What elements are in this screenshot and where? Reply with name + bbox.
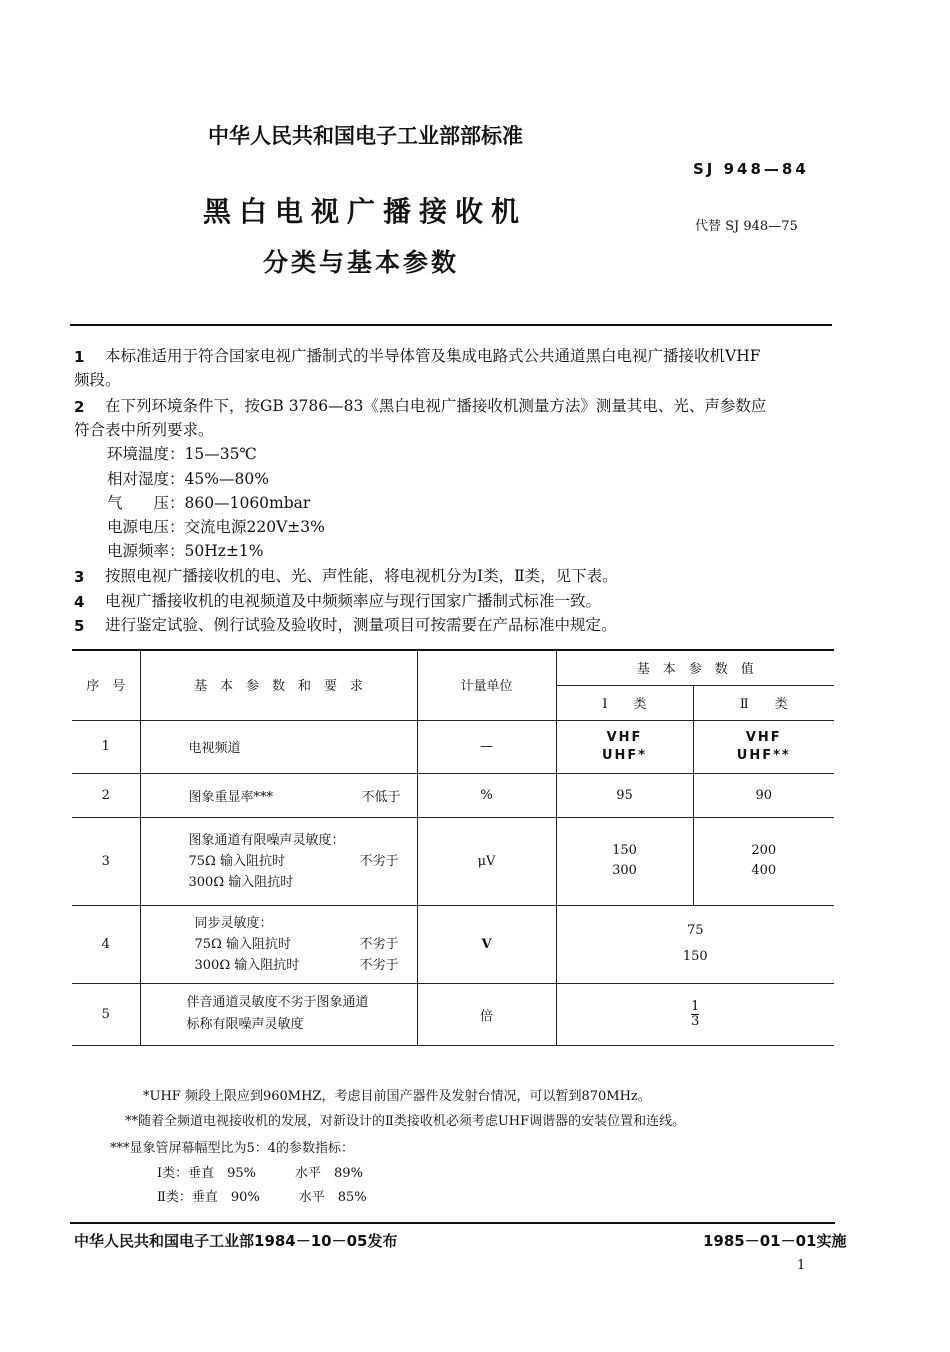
row-seq: 3 — [72, 817, 140, 905]
row-class1: 95 — [556, 773, 693, 817]
clause-text-cont: 频段。 — [74, 371, 121, 389]
row-unit: — — [417, 720, 556, 773]
issue-date: 中华人民共和国电子工业部1984－10－05发布 — [74, 1232, 398, 1250]
header-rule — [70, 324, 832, 326]
footnote-3: ***显象管屏幕幅型比为5：4的参数指标： — [110, 1141, 355, 1156]
fraction-one-third: $\frac{1}{3}$ — [691, 998, 700, 1029]
footnote-3-class1: Ⅰ类：垂直 95% 水平 89% — [157, 1166, 363, 1181]
doc-title-line1: 黑白电视广播接收机 — [203, 195, 528, 228]
header-class1: Ⅰ 类 — [556, 685, 693, 720]
standard-number: SJ 948—84 — [693, 160, 809, 178]
clause-text: 电视广播接收机的电视频道及中频频率应与现行国家广播制式标准一致。 — [105, 592, 602, 610]
header-values: 基 本 参 数 值 — [556, 650, 834, 685]
footnote-2: **随着全频道电视接收机的发展，对新设计的Ⅱ类接收机必须考虑UHF调谐器的安装位置和连线。 — [125, 1114, 686, 1129]
clause-text: 按照电视广播接收机的电、光、声性能，将电视机分为Ⅰ类，Ⅱ类，见下表。 — [105, 567, 618, 585]
row-param: 图象通道有限噪声灵敏度： 75Ω 输入阻抗时 不劣于 300Ω 输入阻抗时 — [140, 817, 417, 905]
row-param: 图象重显率*** 不低于 — [140, 773, 417, 817]
row-class2: VHF UHF** — [693, 720, 834, 773]
clause-number: 3 — [74, 568, 85, 586]
row-param: 同步灵敏度： 75Ω 输入阻抗时 不劣于 300Ω 输入阻抗时 不劣于 — [140, 905, 417, 983]
table-row — [72, 983, 834, 1045]
effective-date: 1985－01－01实施 — [703, 1232, 847, 1250]
clause-number: 2 — [74, 398, 85, 416]
table-row — [72, 720, 834, 773]
row-unit: 倍 — [417, 983, 556, 1045]
row-param: 伴音通道灵敏度不劣于图象通道 标称有限噪声灵敏度 — [140, 983, 417, 1045]
condition-item: 电源频率：50Hz±1% — [107, 542, 264, 560]
header-param: 基 本 参 数 和 要 求 — [140, 650, 417, 720]
clause-number: 4 — [74, 593, 85, 611]
page-number: 1 — [797, 1258, 806, 1273]
table-row — [72, 773, 834, 817]
condition-item: 气 压：860—1060mbar — [107, 494, 311, 512]
clause-text: 在下列环境条件下，按GB 3786—83《黑白电视广播接收机测量方法》测量其电、光、声参数应 — [105, 397, 767, 415]
table-row — [72, 905, 834, 983]
clause-number: 5 — [74, 617, 85, 635]
row-seq: 1 — [72, 720, 140, 773]
row-class2: 200 400 — [693, 817, 834, 905]
replaces-standard: 代替 SJ 948—75 — [695, 219, 798, 234]
clause-number: 1 — [74, 348, 85, 366]
condition-item: 环境温度：15—35℃ — [107, 445, 257, 463]
row-class1: 150 300 — [556, 817, 693, 905]
row-param: 电视频道 — [140, 720, 417, 773]
row-unit: % — [417, 773, 556, 817]
clause-text-cont: 符合表中所列要求。 — [74, 421, 214, 439]
table-row — [72, 817, 834, 905]
footer-rule — [70, 1222, 835, 1224]
row-seq: 4 — [72, 905, 140, 983]
condition-item: 相对湿度：45%—80% — [107, 470, 269, 488]
clause-text: 本标准适用于符合国家电视广播制式的半导体管及集成电路式公共通道黑白电视广播接收机VHF — [105, 347, 761, 365]
clause-text: 进行鉴定试验、例行试验及验收时，测量项目可按需要在产品标准中规定。 — [105, 616, 617, 634]
row-seq: 5 — [72, 983, 140, 1045]
row-unit: V — [417, 905, 556, 983]
condition-item: 电源电压：交流电源220V±3% — [107, 518, 325, 536]
doc-title-line2: 分类与基本参数 — [263, 248, 460, 277]
row-class-shared — [556, 983, 834, 1045]
row-seq: 2 — [72, 773, 140, 817]
header-class2: Ⅱ 类 — [693, 685, 834, 720]
row-class1: VHF UHF* — [556, 720, 693, 773]
footnote-1: *UHF 频段上限应到960MHZ，考虑目前国产器件及发射台情况，可以暂到870MHz。 — [143, 1089, 651, 1104]
row-class-shared: 75 150 — [556, 905, 834, 983]
org-standard-title: 中华人民共和国电子工业部部标准 — [208, 124, 523, 148]
header-seq: 序 号 — [72, 650, 140, 720]
row-class2: 90 — [693, 773, 834, 817]
parameter-table — [72, 650, 834, 1046]
header-unit: 计量单位 — [417, 650, 556, 720]
footnote-3-class2: Ⅱ类：垂直 90% 水平 85% — [157, 1190, 367, 1205]
row-unit: μV — [417, 817, 556, 905]
